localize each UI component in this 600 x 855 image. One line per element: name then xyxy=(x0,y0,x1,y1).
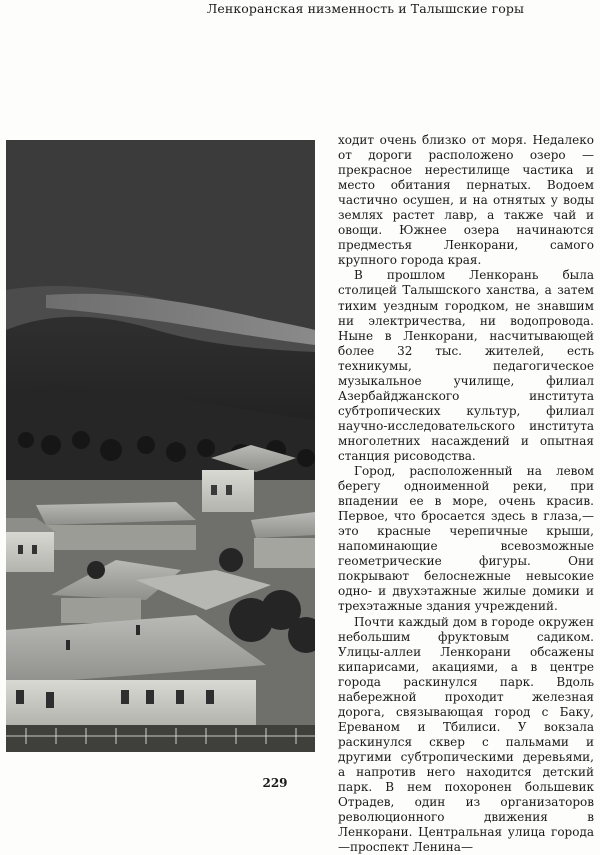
paragraph: Почти каждый дом в городе окружен небольшим фруктовым садиком. Улицы-аллеи Ленкорани обсажены кипарисами, акациями, а в центре города раскинулся парк. Вдоль набережной проходит железная дорога, связывающая город с Баку, Ереваном и Тбилиси. У вокзала раскинулся сквер с пальмами и другими субтропическими деревьями, а напротив него находится детский парк. В нем похоронен большевик Отрадев, один из организаторов революционного движения в Ленкорани. Центральная улица города—проспект Ленина— xyxy=(338,615,594,855)
body-text xyxy=(338,133,594,855)
paragraph: Город, расположенный на левом берегу одноименной реки, при впадении ее в море, очень красив. Первое, что бросается здесь в глаза,— это красные черепичные крыши, напоминающие всевозможные геометрические фигуры. Они покрывают белоснежные невысокие одно- и двухэтажные жилые домики и трехэтажные здания учреждений. xyxy=(338,464,594,614)
running-head: Ленкоранская низменность и Талышские горы xyxy=(207,1,524,16)
paragraph: В прошлом Ленкорань была столицей Талышского ханства, а затем тихим уездным городком, не знавшим ни электричества, ни водопровода. Ныне в Ленкорани, насчитывающей более 32 тыс. жителей, есть техникумы, педагогическое музыкальное училище, филиал Азербайджанского института субтропических культур, филиал научно-исследовательского института многолетних насаждений и опытная станция рисоводства. xyxy=(338,268,594,464)
paragraph: ходит очень близко от моря. Недалеко от дороги расположено озеро — прекрасное нерестилище частика и место обитания пернатых. Водоем частично осушен, и на отнятых у воды землях растет лавр, а также чай и овощи. Южнее озера начинаются предместья Ленкорани, самого крупного города края. xyxy=(338,133,594,268)
page-number: 229 xyxy=(250,776,300,790)
photo-town-hillside xyxy=(6,140,315,752)
